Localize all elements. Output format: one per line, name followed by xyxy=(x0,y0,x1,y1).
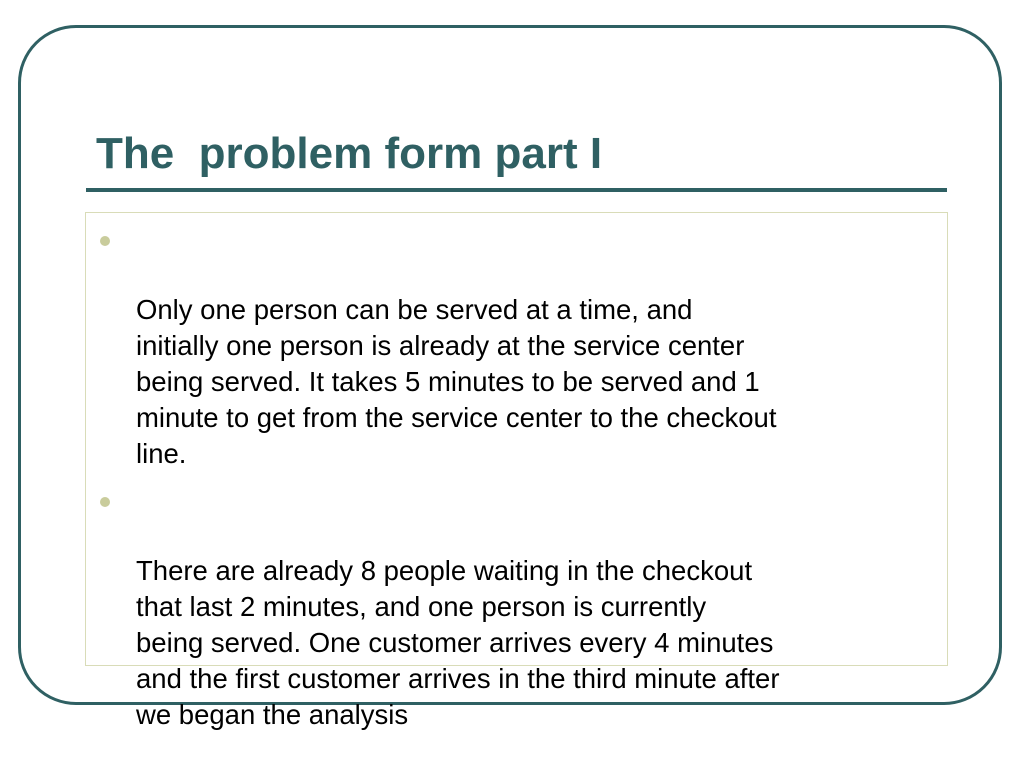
bullet-dot-icon xyxy=(100,236,110,246)
content-placeholder xyxy=(85,212,948,730)
bullet-text: Only one person can be served at a time, and initially one person is already at the service center being served. It takes 5 minutes to be served and 1 minute to get from the service center to the checkout line. xyxy=(136,294,777,469)
title-underline xyxy=(86,188,947,192)
bullet-text: There are already 8 people waiting in the checkout that last 2 minutes, and one person is currently being served. One customer arrives every 4 minutes and the first customer arrives in the third minute after we began the analysis xyxy=(136,555,780,730)
bullet-item xyxy=(136,481,941,733)
slide-title: The problem form part I xyxy=(96,129,603,178)
bullet-list xyxy=(136,220,941,742)
bullet-dot-icon xyxy=(100,497,110,507)
bullet-item xyxy=(136,220,941,472)
